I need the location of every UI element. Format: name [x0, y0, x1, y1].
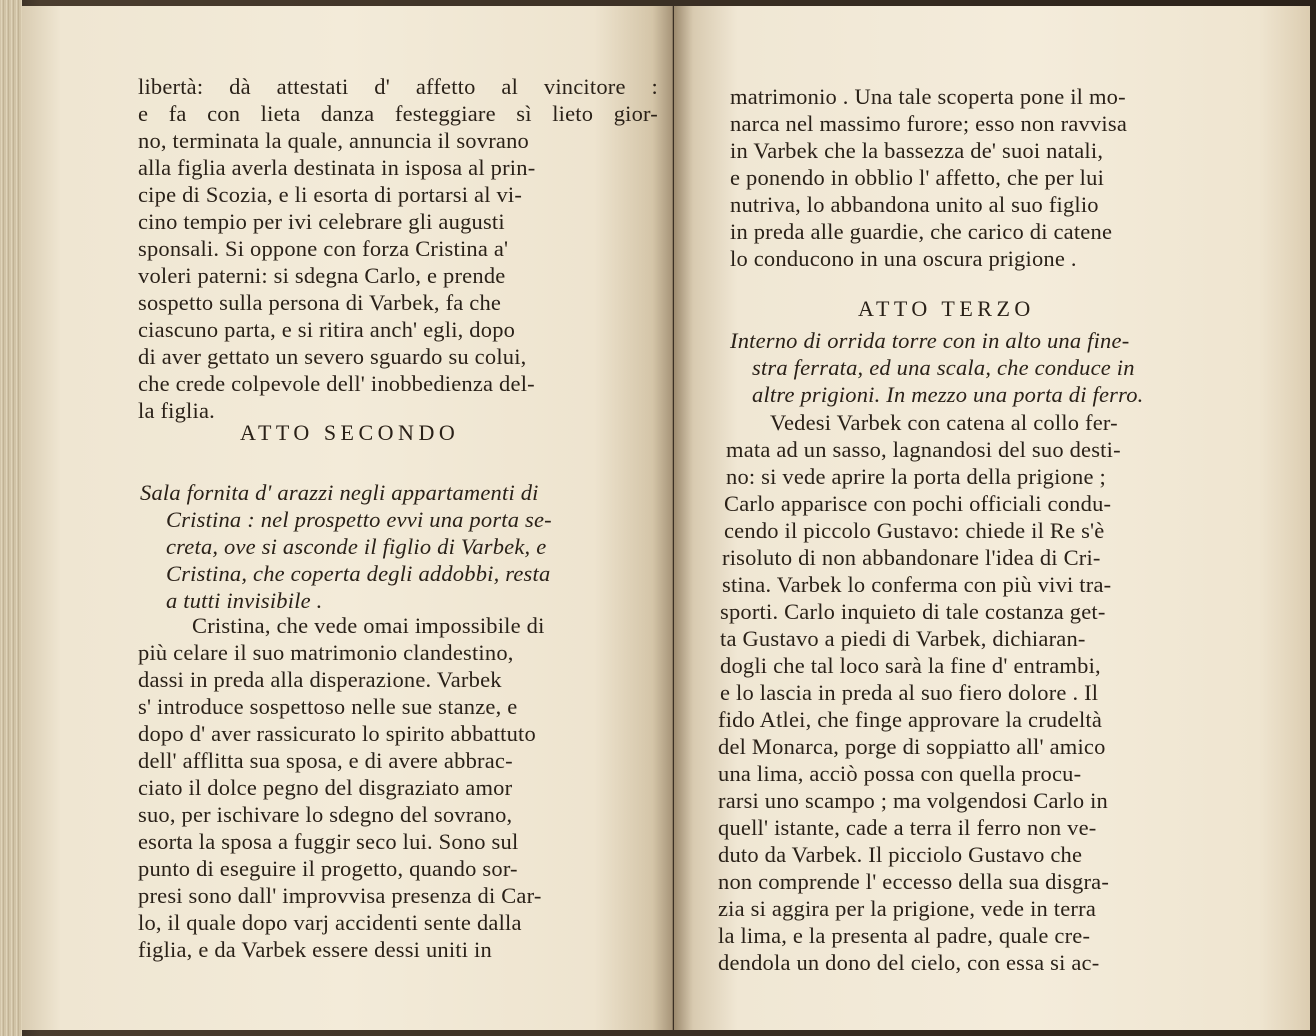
word: con [207, 101, 241, 126]
stage-direction-line: altre prigioni. In mezzo una porta di ferro. [752, 382, 1144, 407]
stage-direction-line: Cristina : nel prospetto evvi una porta se- [166, 507, 552, 532]
text-line: zia si aggira per la prigione, vede in terra [718, 896, 1097, 921]
text-line: ciato il dolce pegno del disgraziato amor [138, 775, 513, 800]
word: vincitore [543, 74, 626, 99]
word: fa [168, 101, 187, 126]
text-line: presi sono dall' improvvisa presenza di Car- [138, 883, 542, 908]
text-line: lo, il quale dopo varj accidenti sente dalla [138, 910, 522, 935]
stage-direction-line: creta, ove si asconde il figlio di Varbek, e [166, 534, 547, 559]
text-line: ciascuno parta, e si ritira anch' egli, dopo [138, 317, 516, 342]
act-heading: ATTO SECONDO [240, 420, 460, 445]
text-line: cendo il piccolo Gustavo: chiede il Re s'è [724, 518, 1105, 543]
text-line: Cristina, che vede omai impossibile di [192, 613, 545, 638]
text-line: no: si vede aprire la porta della prigione ; [726, 464, 1106, 489]
text-line: ta Gustavo a piedi di Varbek, dichiaran- [720, 626, 1086, 651]
text-line: figlia, e da Varbek essere dessi uniti in [138, 937, 492, 962]
text-line: dassi in preda alla disperazione. Varbek [138, 667, 502, 692]
right-page [674, 6, 1310, 1030]
text-line: la figlia. [138, 398, 215, 423]
text-line: e lo lascia in preda al suo fiero dolore . Il [720, 680, 1099, 705]
text-line: risoluto di non abbandonare l'idea di Cri- [722, 545, 1101, 570]
word: e [138, 101, 149, 126]
page-edges [0, 0, 22, 1036]
text-line: cipe di Scozia, e li esorta di portarsi al vi- [138, 182, 523, 207]
word: danza [320, 101, 375, 126]
word: libertà: [138, 74, 204, 99]
text-line: e ponendo in obblio l' affetto, che per lui [730, 165, 1105, 190]
text-line: s' introduce sospettoso nelle sue stanze, e [138, 694, 518, 719]
text-line: lo conducono in una oscura prigione . [730, 246, 1077, 271]
stage-direction-line: stra ferrata, ed una scala, che conduce in [752, 355, 1135, 380]
stage-direction-line: Interno di orrida torre con in alto una fine- [730, 328, 1130, 353]
text-line: più celare il suo matrimonio clandestino, [138, 640, 514, 665]
text-line: in preda alle guardie, che carico di catene [730, 219, 1113, 244]
word: lieto [552, 101, 594, 126]
text-line: alla figlia averla destinata in isposa al prin- [138, 155, 536, 180]
stage-direction-line: Cristina, che coperta degli addobbi, resta [166, 561, 551, 586]
text-line: suo, per ischivare lo sdegno del sovrano, [138, 802, 513, 827]
word: affetto [415, 74, 476, 99]
word: sì [516, 101, 532, 126]
text-line [138, 101, 658, 127]
stage-direction-line: Sala fornita d' arazzi negli appartamenti di [140, 480, 539, 505]
text-line: narca nel massimo furore; esso non ravvisa [730, 111, 1128, 136]
text-line: cino tempio per ivi celebrare gli augusti [138, 209, 505, 234]
text-line: sponsali. Si oppone con forza Cristina a' [138, 236, 509, 261]
left-page [22, 6, 673, 1030]
text-line: la lima, e la presenta al padre, quale cre- [718, 923, 1091, 948]
word: festeggiare [394, 101, 496, 126]
text-line: dogli che tal loco sarà la fine d' entrambi, [720, 653, 1101, 678]
word: lieta [260, 101, 301, 126]
text-line: fido Atlei, che finge approvare la crudeltà [718, 707, 1103, 732]
text-line: Vedesi Varbek con catena al collo fer- [770, 410, 1118, 435]
text-line: rarsi uno scampo ; ma volgendosi Carlo in [718, 788, 1109, 813]
text-line: nutriva, lo abbandona unito al suo figlio [730, 192, 1099, 217]
text-line: dell' afflitta sua sposa, e di avere abbrac- [138, 748, 513, 773]
word: dà [229, 74, 251, 99]
text-line: non comprende l' eccesso della sua disgra- [718, 869, 1110, 894]
word: : [651, 74, 658, 99]
text-line: del Monarca, porge di soppiatto all' amico [718, 734, 1106, 759]
text-line: duto da Varbek. Il picciolo Gustavo che [718, 842, 1083, 867]
text-line: in Varbek che la bassezza de' suoi natali, [730, 138, 1104, 163]
word: gior- [613, 101, 658, 126]
word: attestati [276, 74, 349, 99]
text-line [138, 74, 658, 100]
text-line: quell' istante, cade a terra il ferro non ve- [718, 815, 1097, 840]
text-line: matrimonio . Una tale scoperta pone il mo- [730, 84, 1126, 109]
text-line: Carlo apparisce con pochi officiali condu- [724, 491, 1112, 516]
text-line: voleri paterni: si sdegna Carlo, e prende [138, 263, 506, 288]
text-line: dendola un dono del cielo, con essa si ac- [718, 950, 1100, 975]
text-line: no, terminata la quale, annuncia il sovrano [138, 128, 529, 153]
text-line: sporti. Carlo inquieto di tale costanza get- [720, 599, 1106, 624]
text-line: punto di eseguire il progetto, quando sor- [138, 856, 518, 881]
text-line: mata ad un sasso, lagnandosi del suo desti- [726, 437, 1121, 462]
word: al [501, 74, 519, 99]
text-line: esorta la sposa a fuggir seco lui. Sono sul [138, 829, 519, 854]
text-line: una lima, acciò possa con quella procu- [718, 761, 1082, 786]
text-line: stina. Varbek lo conferma con più vivi tra- [722, 572, 1112, 597]
text-line: che crede colpevole dell' inobbedienza del- [138, 371, 535, 396]
act-heading: ATTO TERZO [858, 296, 1035, 321]
text-line: di aver gettato un severo sguardo su colui, [138, 344, 527, 369]
stage-direction-line: a tutti invisibile . [166, 588, 323, 613]
text-line: dopo d' aver rassicurato lo spirito abbattuto [138, 721, 536, 746]
word: d' [374, 74, 390, 99]
text-line: sospetto sulla persona di Varbek, fa che [138, 290, 502, 315]
